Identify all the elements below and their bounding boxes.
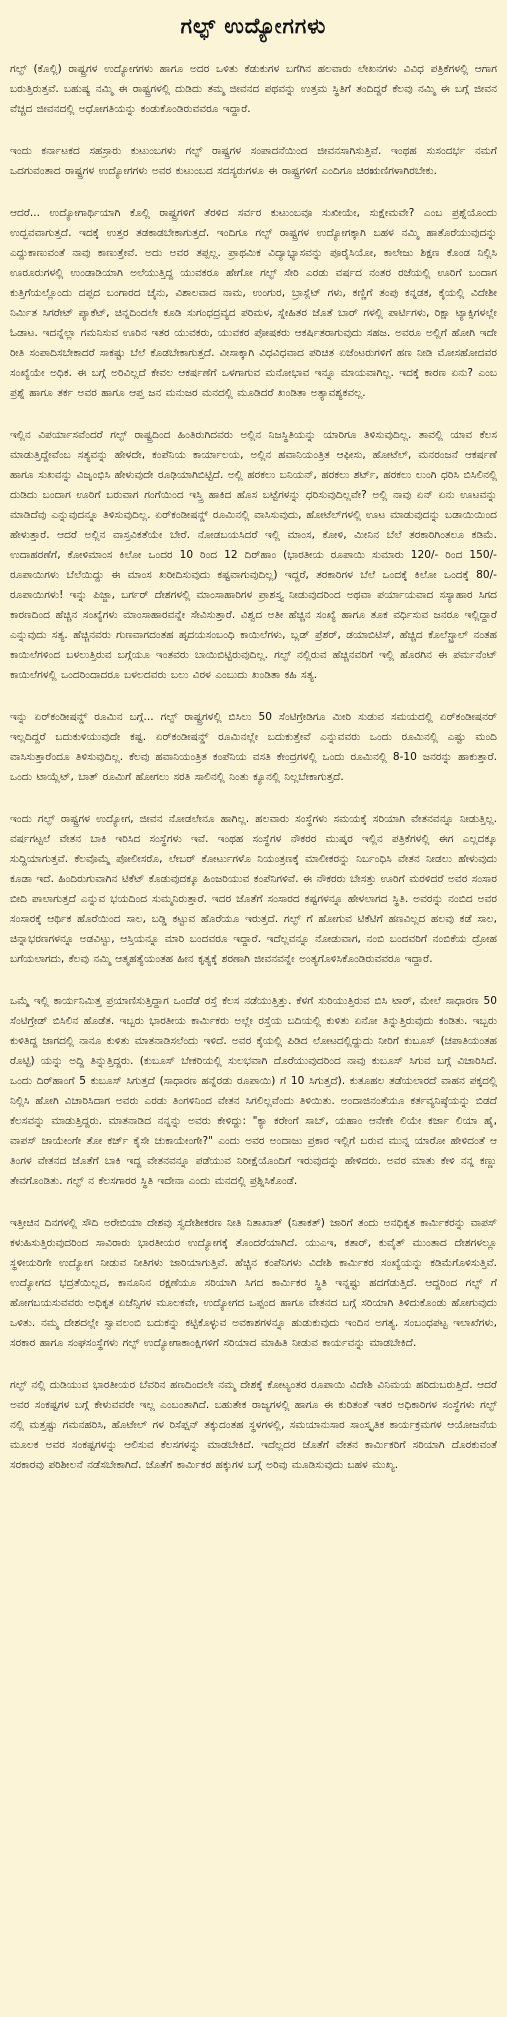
article-paragraph: ಗಲ್ಫ್ (ಕೊಲ್ಲಿ) ರಾಷ್ಟ್ರಗಳ ಉದ್ಯೋಗಗಳು ಹಾಗೂ ಅದರ ಒಳಿತು ಕೆಡುಕುಗಳ ಬಗೆಗಿನ ಹಲವಾರು ಲೇಖನಗಳು ವಿವಿಧ ಪತ್ರಿಕೆಗಳಲ್ಲಿ ಆಗಾಗ ಬರುತ್ತಿರುತ್ತವೆ. ಬಹುಷ್ಯ ನಮ್ಮಿ ಈ ರಾಷ್ಟ್ರಗಳಲ್ಲಿ ದುಡಿದು ತಮ್ಮ ಜೀವನದ ಪಥವನ್ನು ಉತ್ತಮ ಸ್ಥಿತಿಗೆ ತಂದಿದ್ದರೆ ಕೆಲವು ನಮ್ಮಿ ಈ ಬಗ್ಗೆ ಜೀವನ ವೆಚ್ಚದ ಜೀವನದಲ್ಲಿ ಅಧೋಗತಿಯನ್ನು ಕಂಡುಕೊಂಡಿರುವವರೂ ಇದ್ದಾರೆ. [10, 63, 497, 115]
article-paragraph: ಗಲ್ಫ್ ನಲ್ಲಿ ದುಡಿಯುವ ಭಾರತೀಯರ ಬೆವರಿನ ಹಣದಿಂದಲೇ ನಮ್ಮ ದೇಶಕ್ಕೆ ಕೋಟ್ಯಂತರ ರೂಪಾಯಿ ವಿದೇಶಿ ವಿನಿಮಯ ಹರಿದುಬರುತ್ತಿದೆ. ಆದರೆ ಅವರ ಸಂಕಷ್ಟಗಳ ಬಗ್ಗೆ ಕೇಳುವವರೇ ಇಲ್ಲ ಎಂಬಂತಾಗಿದೆ. ಬಹುತೇಕ ರಾಜ್ಯಗಳಲ್ಲಿ ಹಾಗೂ ಈ ಕುರಿತಂತೆ ಇತರ ಅಧಿಕಾರಿಗಳ ಸಂಸ್ಥೆಗಳು ಗಲ್ಫ್ ನಲ್ಲಿ ಮತ್ತಷ್ಟು ಗಮನಹರಿಸಿ, ಹೊಟೇಲ್ ಗಳ ರಿಸೆಪ್ಷನ್ ತಕ್ಕುದಂತಹ ಸ್ಥಳಗಳಲ್ಲಿ, ಸಮಯಾನುಸಾರ ಸಾಂಸ್ಕೃತಿಕ ಕಾರ್ಯಕ್ರಮಗಳ ಆಯೋಜನೆಯ ಮೂಲಕ ಅವರ ಸಂಕಷ್ಟಗಳನ್ನು ಆಲಿಸುವ ಕೆಲಸಗಳನ್ನು ಮಾಡಬೇಕಿದೆ. ಇದೆಲ್ಲದರ ಜೊತೆಗೆ ವೇತನ ಕಾರ್ಮಿಕರಿಗೆ ಸರಿಯಾಗಿ ದೊರಕುವಂತೆ ಸರಕಾರವು ಪರಿಶೀಲನೆ ನಡೆಸಬೇಕಾಗಿದೆ. ಜೊತೆಗೆ ಕಾರ್ಮಿಕರ ಹಕ್ಕುಗಳ ಬಗ್ಗೆ ಅರಿವು ಮೂಡಿಸುವುದು ಬಹಳ ಮುಖ್ಯ. [10, 1379, 497, 1471]
article-paragraph: ಆದರೆ... ಉದ್ಯೋಗಾರ್ಥಿಯಾಗಿ ಕೊಲ್ಲಿ ರಾಷ್ಟ್ರಗಳಿಗೆ ತೆರಳಿದ ಸರ್ವರ ಕುಟುಂಬವೂ ಸುಖೀಯೇ, ಸುಕ್ಷೇಮವೇ? ಎಂಬ ಪ್ರಶ್ನೆಯೊಂದು ಉದ್ಭವವಾಗುತ್ತದೆ. ಇದಕ್ಕೆ ಉತ್ತರ ತಡಕಾಡಬೇಕಾಗುತ್ತದೆ. ಇಂದಿಗೂ ಗಲ್ಫ್ ರಾಷ್ಟ್ರಗಳ ಉದ್ಯೋಗಕ್ಕಾಗಿ ಬಹಳ ನಮ್ಮಿ ಹಾತೊರೆಯುವುದನ್ನು ಎದ್ದುಕಾಣುವಂತೆ ನಾವು ಕಾಣುತ್ತೇವೆ. ಅದು ಅವರ ತಪ್ಪಲ್ಲ. ಪ್ರಾಥಮಿಕ ವಿದ್ಯಾಭ್ಯಾಸವನ್ನು ಪೂರೈಸಿಯೋ, ಕಾಲೇಜು ಶಿಕ್ಷಣ ಕೊಂಡ ನಿಲ್ಲಿಸಿ ಊರೂರುಗಳಲ್ಲಿ ಉಂಡಾಡಿಯಾಗಿ ಅಲೆಯುತ್ತಿದ್ದ ಯುವಕರೂ ಹೇಗೋ ಗಲ್ಫ್ ಸೇರಿ ಎರಡು ವರ್ಷದ ನಂತರ ರಜೆಯಲ್ಲಿ ಊರಿಗೆ ಬಂದಾಗ ಕುತ್ತಿಗೆಯಲ್ಲೊಂದು ದಪ್ಪದ ಬಂಗಾರದ ಚೈನು, ವಿಶಾಲವಾದ ನಾಮ, ಉಂಗುರ, ಬ್ರಾಸ್ಲೆಟ್ ಗಳು, ಕಣ್ಣಿಗೆ ತಂಪು ಕನ್ನಡಕ, ಕೈಯಲ್ಲಿ ವಿದೇಶೀ ನಿರ್ಮಿತ ಸಿಗರೇಟ್ ಪ್ಯಾಕೆಟ್, ಚಿನ್ನದಿಂದಲೇ ಕೂಡಿ ಸುಗಂಧದ್ರವ್ಯದ ಪರಿಮಳ, ಸ್ನೇಹಿತರ ಜೊತೆ ಬಾರ್ ಗಳಲ್ಲಿ ಪಾರ್ಟಿಗಳು, ರಿಕ್ಷಾ ಟ್ಯಾಕ್ಸಿಗಳಲ್ಲೇ ಓಡಾಟ. ಇದನ್ನೆಲ್ಲಾ ಗಮನಿಸುವ ಊರಿನ ಇತರ ಯುವಕರು, ಯುವಕರ ಪೋಷಕರು ಆಕರ್ಷಿತರಾಗುವುದು ಸಹಜ. ಅವರೂ ಅಲ್ಲಿಗೆ ಹೋಗಿ ಇದೇ ರೀತಿ ಸಂಪಾದಿಸಬೇಕಾದರೆ ಸಾಕಷ್ಟು ಬೆಲೆ ಕೊಡಬೇಕಾಗುತ್ತದೆ. ವೀಸಾಕ್ಕಾಗಿ ವಿಧವಿಧವಾದ ಪರಿಚಿತ ಏಜೆಂಟರುಗಳಿಗೆ ಹಣ ನೀಡಿ ಮೋಸಹೋದವರ ಸಂಖ್ಯೆಯೇ ಅಧಿಕ. ಈ ಬಗ್ಗೆ ಅರಿವಿಲ್ಲದೆ ಕೇವಲ ಆಕರ್ಷಣೆಗೆ ಒಳಗಾಗುವ ಮನೋಭಾವ ಇನ್ನೂ ಮಾಯವಾಗಿಲ್ಲ. ಇದಕ್ಕೆ ಕಾರಣ ಏನು? ಎಂಬ ಪ್ರಶ್ನೆ ಹಾಗೂ ತರ್ಕ ಅವರ ಹಾಗೂ ಆಪ್ತ ಜನ ಮನುಜರ ಮನದಲ್ಲಿ ಮೂಡಿದರೆ ಖಂಡಿತಾ ಅತ್ಯಾವಶ್ಯಕವಲ್ಲ. [10, 207, 497, 399]
article-paragraph: ಒಮ್ಮೆ ಇಲ್ಲಿ ಕಾರ್ಯನಿಮಿತ್ತ ಪ್ರಯಾಣಿಸುತ್ತಿದ್ದಾಗ ಒಂದೆಡೆ ರಸ್ತೆ ಕೆಲಸ ನಡೆಯುತ್ತಿತ್ತು. ಕೆಳಗೆ ಸುರಿಯುತ್ತಿರುವ ಬಿಸಿ ಟಾರ್, ಮೇಲೆ ಸಾಧಾರಣ 50 ಸೆಂಟಿಗ್ರೇಡ್ ಬಿಸಿಲಿನ ಹೊಡೆತ. ಇಬ್ಬರು ಭಾರತೀಯ ಕಾರ್ಮಿಕರು ಅಲ್ಲೇ ರಸ್ತೆಯ ಬದಿಯಲ್ಲಿ ಕುಳಿತು ಏನೋ ತಿನ್ನುತ್ತಿರುವುದು ಕಂಡಿತು. ಇಬ್ಬರು ಕುಳಿತಿದ್ದ ಜಾಗದಲ್ಲಿ ನಾನೂ ಕುಳಿತು ಮಾತನಾಡಿಸಲೆಂದು ಇಳಿದೆ. ಅವರ ಕೈಯಲ್ಲಿ ಪಿಡಿದ ಲೋಟದಲ್ಲಿದ್ದುದು ನೀರಿಗೆ ಕುಬೂಸ್ (ಚಪಾತಿಯಂತಹ ರೊಟ್ಟಿ) ಯನ್ನು ಅದ್ದಿ ತಿನ್ನುತ್ತಿದ್ದರು. (ಕುಬೂಸ್ ಬೇಕರಿಯಲ್ಲಿ ಸುಲಭವಾಗಿ ದೊರೆಯುವುದರಿಂದ ನಾವು ಕುಬೂಸ್ ಸಿಗುವ ಬಗ್ಗೆ ವಿಚಾರಿಸಿದೆ. ಒಂದು ದಿರ್‌ಹಾಂಗೆ 5 ಕುಬೂಸ್ ಸಿಗುತ್ತದೆ (ಸಾಧಾರಣ ಹನ್ನೆರಡು ರೂಪಾಯಿ) ಗೆ 10 ಸಿಗುತ್ತದೆ). ಕುತೂಹಲ ತಡೆಯಲಾರದೆ ವಾಹನ ಪಕ್ಕದಲ್ಲಿ ನಿಲ್ಲಿಸಿ ಹೋಗಿ ವಿಚಾರಿಸಿದಾಗ ಅವರು ಎರಡು ತಿಂಗಳಿನಿಂದ ವೇತನ ಸಿಗಲಿಲ್ಲವೆಂದು ತಿಳಿಯಿತು. ಅಂದಾಜಿನಂತೆಯೂ ಕರ್ತವ್ಯನಿಷ್ಠೆಯನ್ನು ಬಿಡದೆ ಕೆಲಸವನ್ನು ಮಾಡುತ್ತಿದ್ದರು. ಮಾತನಾಡಿದ ನನ್ನನ್ನು ಅವರು ಕೇಳಿದ್ದು: "ಕ್ಯಾ ಕರೇಂಗೆ ಸಾಬ್, ಯಹಾಂ ಆನೇಕೇ ಲಿಯೇ ಕರ್ಜಾ ಲಿಯಾ ಹೈ, ವಾಪಸ್ ಜಾಯೇಂಗೇ ತೋ ಕರ್ಜ್ ಕೈಸೇ ಚುಕಾಯೇಂಗೇ?" ಎಂದು ಅವರ ಅಂದಾಜು ಪ್ರಕಾರ ಇಲ್ಲಿಗೆ ಬರುವ ಮುನ್ನ ಯಾರೋ ಹೇಳಿದಂತೆ ಆ ತಿಂಗಳ ವೇತನದ ಜೊತೆಗೆ ಬಾಕಿ ಇದ್ದ ವೇತನವನ್ನೂ ಪಡೆಯುವ ನಿರೀಕ್ಷೆಯೊಂದಿಗೆ ಇರುವುದನ್ನು ಹೇಳಿದರು. ಅವರ ಮಾತು ಕೇಳಿ ನನ್ನ ಕಣ್ಣು ತೇವಗೊಂಡಿತು. ಗಲ್ಫ್ ನ ಕೆಲಸಗಾರರ ಸ್ಥಿತಿ ಇದೇನಾ ಎಂದು ಮನದಲ್ಲಿ ಪ್ರಶ್ನಿಸಿಕೊಂಡೆ. [10, 995, 497, 1187]
article-paragraph: ಇನ್ನು ಏರ್‌ಕಂಡೀಷನ್ಡ್ ರೂಮಿನ ಬಗ್ಗೆ... ಗಲ್ಫ್ ರಾಷ್ಟ್ರಗಳಲ್ಲಿ ಬಿಸಿಲು 50 ಸೆಂಟಿಗ್ರೇಡಿಗೂ ಮೀರಿ ಸುಡುವ ಸಮಯದಲ್ಲಿ ಏರ್‌ಕಂಡೀಷನರ್ ಇಲ್ಲದಿದ್ದರೆ ಬದುಕುಳಿಯುವುದೇ ಕಷ್ಟ. ಏರ್‌ಕಂಡೀಷನ್ಡ್ ರೂಮಿನಲ್ಲೇ ಬದುಕುತ್ತೇವೆ ಎನ್ನುವವರು ಒಂದು ರೂಮಿನಲ್ಲಿ ಎಷ್ಟು ಮಂದಿ ವಾಸಿಸುತ್ತಾರೆಂದೂ ತಿಳಿಸುವುದಿಲ್ಲ. ಕೆಲವು ಹವಾನಿಯಂತ್ರಿತ ಕಂಪೆನಿಯ ವಸತಿ ಕೇಂದ್ರಗಳಲ್ಲಿ ಒಂದು ರೂಮಿನಲ್ಲಿ 8-10 ಜನರನ್ನು ಹಾಕುತ್ತಾರೆ. ಒಂದು ಟಾಯ್ಲೆಟ್, ಬಾತ್ ರೂಮಿಗೆ ಹೋಗಲು ಸರತಿ ಸಾಲಿನಲ್ಲಿ ನಿಂತು ಕ್ಯೂನಲ್ಲಿ ನಿಲ್ಲಬೇಕಾಗುತ್ತದೆ. [10, 711, 497, 783]
article-paragraph: ಇಂದು ಕರ್ನಾಟಕದ ಸಹಸ್ರಾರು ಕುಟುಂಬಗಳು ಗಲ್ಫ್ ರಾಷ್ಟ್ರಗಳ ಸಂಪಾದನೆಯಿಂದ ಜೀವನಸಾಗಿಸುತ್ತಿವೆ. ಇಂಥಹ ಸುಸಂದರ್ಭ ನಮಗೆ ಒದಗುವಂತಾದ ರಾಷ್ಟ್ರಗಳ ಉದ್ಯೋಗಗಳು ಅವರ ಕುಟುಂಬದ ಸದಸ್ಯರುಗಳೂ ಈ ರಾಷ್ಟ್ರಗಳಿಗೆ ಎಂದಿಗೂ ಚಿರಋಣಿಗಳಾಗಿರಬೇಕು. [10, 145, 497, 177]
article-paragraph: ಇಂದು ಗಲ್ಫ್ ರಾಷ್ಟ್ರಗಳ ಉದ್ಯೋಗ, ಜೀವನ ನೋಡಲೇನೂ ಹಾಗಿಲ್ಲ. ಹಲವಾರು ಸಂಸ್ಥೆಗಳು ಸಮಯಕ್ಕೆ ಸರಿಯಾಗಿ ವೇತನವನ್ನೂ ನೀಡುತ್ತಿಲ್ಲ. ವರ್ಷಗಟ್ಟಲೆ ವೇತನ ಬಾಕಿ ಇರಿಸಿದ ಸಂಸ್ಥೆಗಳು ಇವೆ. ಇಂಥಹ ಸಂಸ್ಥೆಗಳ ನೌಕರರ ಮುಷ್ಕರ ಇಲ್ಲಿನ ಪತ್ರಿಕೆಗಳಲ್ಲಿ ಈಗ ಎಲ್ಲದಕ್ಕೂ ಸುದ್ದಿಯಾಗುತ್ತವೆ. ಕೆಲವೊಮ್ಮೆ ಪೋಲೀಸರೊ, ಲೇಬರ್ ಕೋರ್ಟುಗಳೊ ನಿಯಂತ್ರಣಕ್ಕೆ ಮಾಲೀಕರನ್ನು ನಿರ್ಬಂಧಿಸಿ ವೇತನ ನೀಡಲು ಹೇಳುವುದು ಕೂಡಾ ಇದೆ. ಹಿಂದಿರುಗುವಾಗಿನ ಟಿಕೆಟ್ ಕೊಡುವುದಕ್ಕೂ ಹಿಂಜರಿಯುವ ಕಂಪೆನಿಗಳಿವೆ. ಈ ನೌಕರರು ಬೇಸತ್ತು ಊರಿಗೆ ಮರಳಿದರೆ ಅವರ ಸಂಸಾರ ಬೀದಿ ಪಾಲಾಗುತ್ತದೆ ಎನ್ನುವ ಭಯದಿಂದ ಸುಮ್ಮನಿರುತ್ತಾರೆ. ಇದರ ಜೊತೆಗೆ ಸಂಸಾರದ ಕಷ್ಟಗಳನ್ನೂ ಹೇಳಲಾಗದ ಸ್ಥಿತಿ. ಅವರನ್ನು ನಂಬಿದ ಅವರ ಸಂಸಾರಕ್ಕೆ ಆರ್ಥಿಕ ಹೊರೆಯಿಂದ ಸಾಲ, ಬಡ್ಡಿ ಕಟ್ಟುವ ಹೊರೆಯೂ ಇರುತ್ತದೆ. ಗಲ್ಫ್ ಗೆ ಹೋಗುವ ಟಿಕೆಟಿಗೆ ಹಣವಿಲ್ಲದ ಹಲವು ಕಡೆ ಸಾಲ, ಚಿನ್ನಾಭರಣಗಳನ್ನೂ ಅಡವಿಟ್ಟು, ಆಸ್ತಿಯನ್ನೂ ಮಾರಿ ಬಂದವರೂ ಇದ್ದಾರೆ. ಇದೆಲ್ಲವನ್ನೂ ನೋಡುವಾಗ, ನಂಬಿ ಬಂದವರಿಗೆ ನಂಬಿಕೆಯ ದ್ರೋಹ ಬಗೆಯಲಾಗದು, ಕೆಲವು ನಮ್ಮಿ ಆತ್ಮಹತ್ಯೆಯಂತಹ ಹೀನ ಕೃತ್ಯಕ್ಕೆ ಶರಣಾಗಿ ಜೀವನವನ್ನೇ ಅಂತ್ಯಗೊಳಿಸಿಕೊಂಡಿರುವವರೂ ಇದ್ದಾರೆ. [10, 813, 497, 965]
article-title: ಗಲ್ಫ್ ಉದ್ಯೋಗಗಳು [180, 14, 327, 38]
article-paragraph: ಇಲ್ಲಿನ ವಿಪರ್ಯಾಸವೆಂದರೆ ಗಲ್ಫ್ ರಾಷ್ಟ್ರದಿಂದ ಹಿಂತಿರುಗಿದವರು ಅಲ್ಲಿನ ನಿಜಸ್ಥಿತಿಯನ್ನು ಯಾರಿಗೂ ತಿಳಿಸುವುದಿಲ್ಲ. ತಾವಲ್ಲಿ ಯಾವ ಕೆಲಸ ಮಾಡುತ್ತಿದ್ದೇವೆಂಬ ಸತ್ಯವನ್ನು ಹೇಳದೇ, ಕಂಪೆನಿಯ ಕಾರ್ಯಾಲಯ, ಅಲ್ಲಿನ ಹವಾನಿಯಂತ್ರಿತ ಆಫೀಸು, ಹೋಟೆಲ್, ಮನರಂಜನೆ ಆಕರ್ಷಣೆ ಹಾಗೂ ಸುಖವನ್ನು ವಿಜೃಂಭಿಸಿ ಹೇಳುವುದೇ ರೂಢಿಯಾಗಿಬಿಟ್ಟಿದೆ. ಅಲ್ಲಿ ಹರಕಲು ಬನಿಯನ್, ಹರಕಲು ಶರ್ಟ್, ಹರಕಲು ಲುಂಗಿ ಧರಿಸಿ ಬಿಸಿಲಿನಲ್ಲಿ ದುಡಿದು ಬಂದಾಗ ಊರಿಗೆ ಬರುವಾಗ ಗಂಗೆಯಿಂದ ಇಸ್ತ್ರಿ ಹಾಕಿದ ಹೊಸ ಬಟ್ಟೆಗಳನ್ನು ಧರಿಸುವುದಿಲ್ಲವೇ? ಅಲ್ಲಿ ನಾವು ಏನ್ ಏನು ಊಟವನ್ನು ಮಾಡಿದೆವು ಎನ್ನುವುದನ್ನೂ ತಿಳಿಸುವುದಿಲ್ಲ. ಏರ್‌ಕಂಡೀಷನ್ಡ್ ರೂಮಿನಲ್ಲಿ ವಾಸಿಸುವುದು, ಹೋಟೆಲ್‌ಗಳಲ್ಲಿ ಊಟ ಮಾಡುವುದನ್ನು ಬಡಾಯಿಯಿಂದ ಹೇಳುತ್ತಾರೆ. ಆದರೆ ಅಲ್ಲಿನ ವಾಸ್ತವಿಕತೆಯೇ ಬೇರೆ. ನೋಡಬಯಸಿದರೆ ಇಲ್ಲಿ ಮಾಂಸ, ಕೋಳಿ, ಮೀನಿನ ಬೆಲೆ ತರಕಾರಿಗಿಂತಲೂ ಕಡಿಮೆ. ಉದಾಹರಣೆಗೆ, ಕೋಳಿಮಾಂಸ ಕಿಲೋ ಒಂದರ 10 ರಿಂದ 12 ದಿರ್‌ಹಾಂ (ಭಾರತೀಯ ರೂಪಾಯಿ ಸುಮಾರು 120/- ರಿಂದ 150/- ರೂಪಾಯಿಗಳು ಬೆಲೆಯಿದ್ದು ಈ ಮಾಂಸ ಖರೀದಿಸುವುದು ಕಷ್ಟವಾಗುವುದಿಲ್ಲ) ಇದ್ದರೆ, ತರಕಾರಿಗಳ ಬೆಲೆ ಒಂದಕ್ಕೆ ಕಿಲೋ ಒಂದಕ್ಕೆ 80/- ರೂಪಾಯಿಗಳು! ಇನ್ನು ಪಿಜ್ಜಾ, ಬರ್ಗರ್ ದೇಶಗಳಲ್ಲಿ ಮಾಂಸಾಹಾರಿಗಳ ಪ್ರಾಶಸ್ತ್ಯ ನೀಡುವುದರಿಂದ ಅಥವಾ ಪರ್ಯಾಯವಾದ ಸಸ್ಯಾಹಾರ ಸಿಗದ ಕಾರಣದಿಂದ ಹೆಚ್ಚಿನ ಸಂಖ್ಯೆಗಳು ಮಾಂಸಾಹಾರವನ್ನೇ ಸೇವಿಸುತ್ತಾರೆ. ವಿಶ್ವದ ಅತೀ ಹೆಚ್ಚಿನ ಸಂಖ್ಯೆ ಹಾಗೂ ತೂಕ ವರ್ಧಿಸುವ ಜನರೂ ಇಲ್ಲಿದ್ದಾರೆ ಎನ್ನುವುದು ಸತ್ಯ. ಹೆಚ್ಚಿನವರು ಗುಣವಾಗದಂತಹ ಹೃದಯಸಂಬಂಧಿ ಕಾಯಿಲೆಗಳು, ಬ್ಲಡ್ ಪ್ರೆಶರ್, ಡಯಾಬಿಟಿಸ್, ಹೆಚ್ಚಿದ ಕೊಲೆಸ್ಟ್ರಾಲ್ ನಂತಹ ಕಾಯಿಲೆಗಳಿಂದ ಬಳಲುತ್ತಿರುವ ಬಗ್ಗೆಯೂ ಇಂತವರು ಬಾಯಿಬಿಟ್ಟಿರುವುದಿಲ್ಲ. ಗಲ್ಫ್ ನಲ್ಲಿರುವ ಹೆಚ್ಚಿನವರಿಗೆ ಇಲ್ಲಿ ಹೊರಗಿನ ಈ ಪರ್ಮನೆಂಟ್ ಕಾಯಿಲೆಗಳಲ್ಲಿ ಒಂದರಿಂದಾದರೂ ಬಳಲದವರು ಬಲು ವಿರಳ ಎಂಬುದು ಖಂಡಿತಾ ಕಹಿ ಸತ್ಯ. [10, 429, 497, 681]
article-paragraph: ಇತ್ತೀಚಿನ ದಿನಗಳಲ್ಲಿ ಸೌದಿ ಅರೇಬಿಯಾ ದೇಶವು ಸ್ವದೇಶೀಕರಣ ನೀತಿ ನಿತಾಖಾತ್ (ನಿತಾಕತ್) ಜಾರಿಗೆ ತಂದು ಅನಧಿಕೃತ ಕಾರ್ಮಿಕರನ್ನು ವಾಪಸ್ ಕಳುಹಿಸುತ್ತಿರುವುದರಿಂದ ಸಾವಿರಾರು ಭಾರತೀಯರ ಉದ್ಯೋಗಕ್ಕೆ ತೊಂದರೆಯಾಗಿದೆ. ಯುಎಇ, ಕತಾರ್, ಕುವೈತ್ ಮುಂತಾದ ದೇಶಗಳಲ್ಲೂ ಸ್ಥಳೀಯರಿಗೇ ಉದ್ಯೋಗ ನೀಡುವ ನೀತಿಗಳು ಜಾರಿಯಾಗುತ್ತಿವೆ. ಹೆಚ್ಚಿನ ಕಂಪೆನಿಗಳು ವಿದೇಶಿ ಕಾರ್ಮಿಕರ ಸಂಖ್ಯೆಯನ್ನು ಕಡಿಮೆಗೊಳಿಸುತ್ತಿವೆ. ಉದ್ಯೋಗದ ಭದ್ರತೆಯಿಲ್ಲದ, ಕಾನೂನಿನ ರಕ್ಷಣೆಯೂ ಸರಿಯಾಗಿ ಸಿಗದ ಕಾರ್ಮಿಕರ ಸ್ಥಿತಿ ಇನ್ನಷ್ಟು ಹದಗೆಡುತ್ತಿದೆ. ಆದ್ದರಿಂದ ಗಲ್ಫ್ ಗೆ ಹೋಗಬಯಸುವವರು ಅಧಿಕೃತ ಏಜೆನ್ಸಿಗಳ ಮೂಲಕವೇ, ಉದ್ಯೋಗದ ಒಪ್ಪಂದ ಹಾಗೂ ವೇತನದ ಬಗ್ಗೆ ಸರಿಯಾಗಿ ತಿಳಿದುಕೊಂಡು ಹೋಗುವುದು ಒಳಿತು. ನಮ್ಮ ದೇಶದಲ್ಲೇ ಸ್ವಾವಲಂಬಿ ಬದುಕನ್ನು ಕಟ್ಟಿಕೊಳ್ಳುವ ಅವಕಾಶಗಳನ್ನೂ ಹುಡುಕುವುದು ಇಂದಿನ ಅಗತ್ಯ. ಸಂಬಂಧಪಟ್ಟ ಇಲಾಖೆಗಳು, ಸರಕಾರ ಹಾಗೂ ಸಂಘಸಂಸ್ಥೆಗಳು ಗಲ್ಫ್ ಉದ್ಯೋಗಾಕಾಂಕ್ಷಿಗಳಿಗೆ ಸರಿಯಾದ ಮಾಹಿತಿ ನೀಡುವ ಕಾರ್ಯವನ್ನು ಮಾಡಬೇಕಿದೆ. [10, 1217, 497, 1349]
